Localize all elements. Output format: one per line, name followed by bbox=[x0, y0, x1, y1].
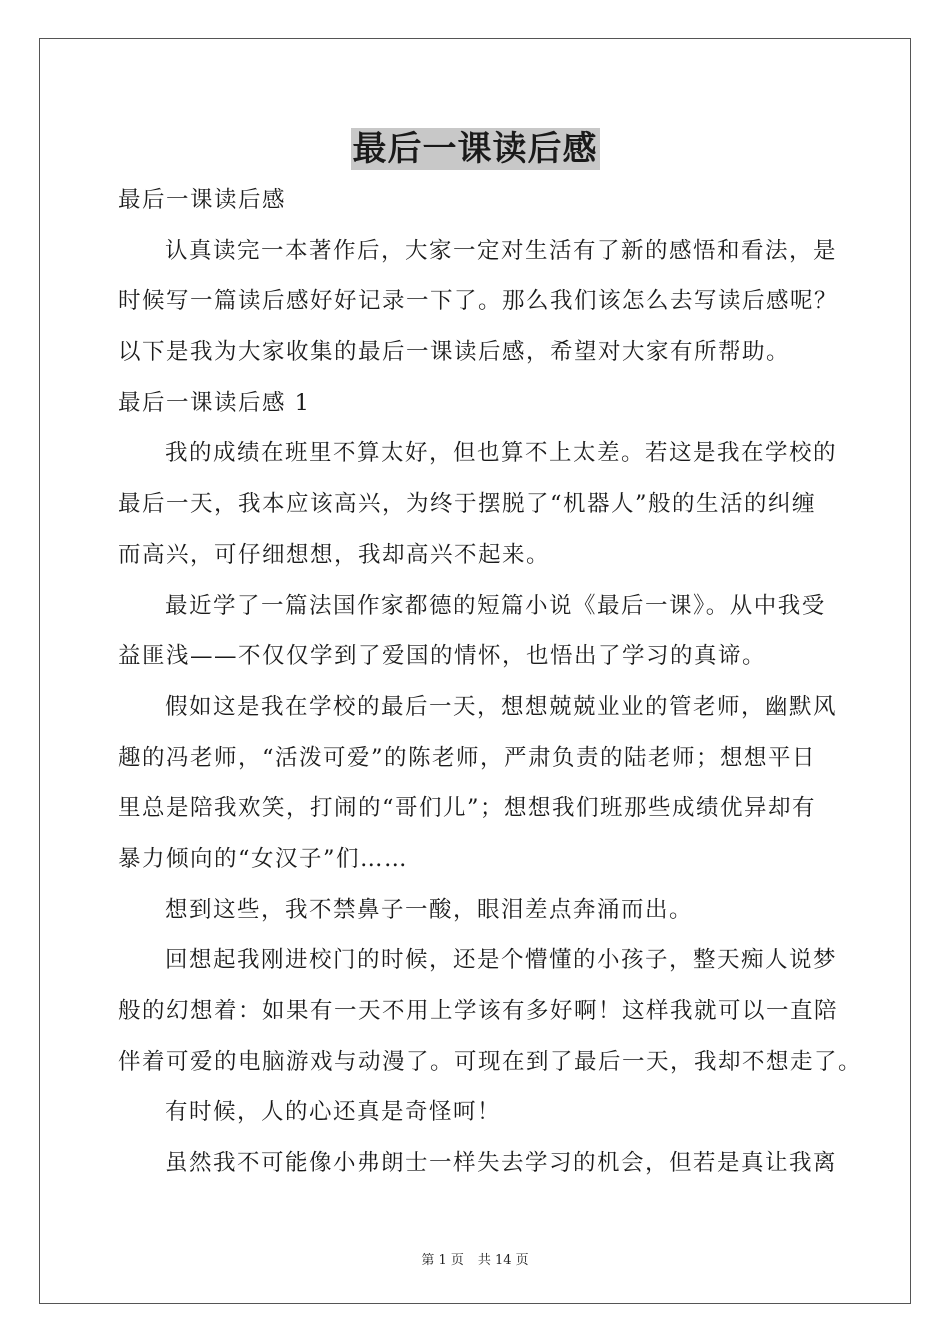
paragraph-line: 最近学了一篇法国作家都德的短篇小说《最后一课》。从中我受 bbox=[165, 592, 826, 619]
paragraph-line: 里总是陪我欢笑，打闹的“哥们儿”；想想我们班那些成绩优异却有 bbox=[118, 795, 817, 822]
page-total: 共 14 页 bbox=[477, 1253, 529, 1268]
paragraph-line: 般的幻想着：如果有一天不用上学该有多好啊！这样我就可以一直陪 bbox=[118, 998, 839, 1024]
paragraph-line: 假如这是我在学校的最后一天，想想兢兢业业的管老师，幽默风 bbox=[165, 693, 838, 720]
paragraph-line: 时候写一篇读后感好好记录一下了。那么我们该怎么去写读后感呢？ bbox=[118, 288, 839, 315]
paragraph-line: 而高兴，可仔细想想，我却高兴不起来。 bbox=[118, 541, 551, 568]
section-heading: 最后一课读后感 1 bbox=[118, 389, 311, 416]
paragraph-line: 益匪浅——不仅仅学到了爱国的情怀，也悟出了学习的真谛。 bbox=[118, 643, 767, 670]
paragraph-line: 我的成绩在班里不算太好，但也算不上太差。若这是我在学校的 bbox=[165, 440, 838, 467]
paragraph-line: 趣的冯老师，“活泼可爱”的陈老师，严肃负责的陆老师；想想平日 bbox=[118, 744, 817, 771]
document-body bbox=[118, 178, 863, 1192]
paragraph-line: 认真读完一本著作后，大家一定对生活有了新的感悟和看法，是 bbox=[165, 237, 838, 264]
paragraph-line: 回想起我刚进校门的时候，还是个懵懂的小孩子，整天痴人说梦 bbox=[165, 947, 838, 974]
paragraph-line: 想到这些，我不禁鼻子一酸，眼泪差点奔涌而出。 bbox=[165, 896, 694, 923]
title-area bbox=[0, 128, 950, 170]
document-title: 最后一课读后感 bbox=[352, 129, 598, 169]
page-number: 第 1 页 bbox=[421, 1253, 464, 1268]
paragraph-line: 最后一天，我本应该高兴，为终于摆脱了“机器人”般的生活的纠缠 bbox=[118, 491, 817, 518]
paragraph-line: 伴着可爱的电脑游戏与动漫了。可现在到了最后一天，我却不想走了。 bbox=[118, 1048, 863, 1075]
page-footer bbox=[0, 1249, 950, 1268]
paragraph-line: 有时候，人的心还真是奇怪呵！ bbox=[165, 1099, 502, 1126]
paragraph-line: 暴力倾向的“女汉子”们…… bbox=[118, 845, 409, 872]
paragraph-line: 虽然我不可能像小弗朗士一样失去学习的机会，但若是真让我离 bbox=[165, 1150, 838, 1177]
paragraph-line: 以下是我为大家收集的最后一课读后感，希望对大家有所帮助。 bbox=[118, 339, 791, 366]
section-heading: 最后一课读后感 bbox=[118, 187, 287, 213]
